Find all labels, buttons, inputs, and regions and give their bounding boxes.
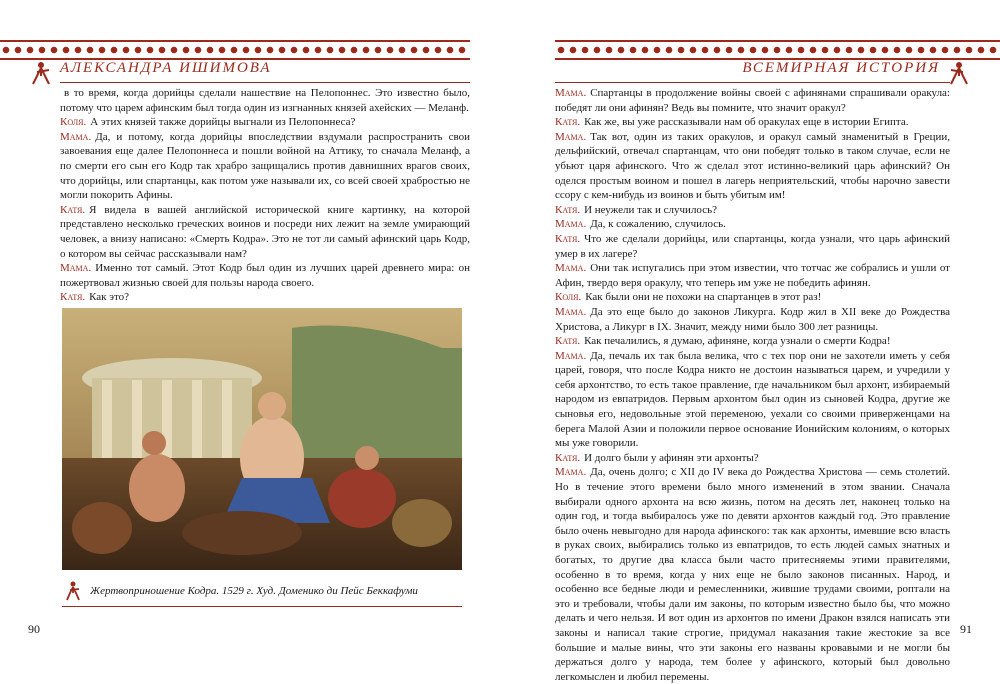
speaker-label: Мама.	[60, 130, 92, 143]
paragraph	[555, 203, 950, 218]
figure-caption: Жертвоприношение Кодра. 1529 г. Худ. Доменико ди Пейс Беккафуми	[90, 585, 418, 597]
paragraph	[555, 349, 950, 451]
header-rule	[60, 82, 470, 83]
speaker-label: Мама.	[555, 466, 587, 479]
header-rule	[555, 82, 950, 83]
paragraph-text: И неужели так и случилось?	[584, 203, 717, 216]
speaker-label: Мама.	[60, 262, 92, 275]
speaker-label: Мама.	[555, 262, 587, 275]
page-number: 90	[28, 622, 40, 636]
paragraph-text: Что же сделали дорийцы, или спартанцы, когда узнали, что царь афинский умер в их лагере?	[555, 232, 950, 260]
speaker-label: Мама.	[555, 349, 587, 362]
page-number: 91	[960, 622, 972, 636]
speaker-label: Коля.	[555, 291, 582, 304]
decorative-border	[555, 40, 1000, 60]
speaker-label: Катя.	[555, 335, 581, 348]
paragraph-text: А этих князей также дорийцы выгнали из Пелопоннеса?	[90, 116, 356, 129]
paragraph-text: Как это?	[89, 291, 130, 304]
paragraph	[60, 86, 470, 115]
speaker-label: Катя.	[555, 232, 581, 245]
paragraph-text: Да, печаль их так была велика, что с тех пор они не захотели иметь у себя царей, говоря, что после Кодра никто не достоин называться царем, и учредили у себя архонтство, то есть такое правление, где начальником был архонт, избираемый народом из евпатридов. Первым архонтом был один из сыновей Кодра, другие же сыновья его, недовольные этой переменою, уехали со своими приверженцами на берега Малой Азии и положили первое основание Ионийским колониям, о которых мы уже говорили.	[555, 349, 950, 450]
speaker-label: Мама.	[555, 305, 587, 318]
paragraph	[555, 115, 950, 130]
paragraph	[60, 261, 470, 290]
speaker-label: Катя.	[60, 203, 86, 216]
paragraph	[60, 203, 470, 261]
paragraph	[555, 232, 950, 261]
paragraph	[555, 130, 950, 203]
paragraph	[555, 451, 950, 466]
paragraph	[60, 130, 470, 203]
decorative-border	[0, 40, 470, 60]
right-page	[510, 0, 1000, 683]
paragraph	[555, 334, 950, 349]
figure-caption-row	[62, 576, 462, 607]
paragraph	[555, 465, 950, 684]
paragraph-text: Я видела в вашей английской исторической книге картинку, на которой представлено несколько греческих воинов и посреди них лежит на земле умирающий человек, а внизу написано: «Смерть Кодра». Это не тот ли самый афинский царь Кодр, о котором вы сейчас рассказывали нам?	[60, 203, 470, 260]
left-page	[0, 0, 490, 663]
paragraph-text: Именно тот самый. Этот Кодр был один из лучших царей древнего мира: он пожертвовал жизнью своей для пользы народа своего.	[60, 262, 470, 289]
greek-warrior-icon	[62, 580, 84, 602]
paragraph	[555, 217, 950, 232]
paragraph-text: Да это еще было до законов Ликурга. Кодр жил в XII веке до Рождества Христова, а Ликург в IX. Значит, между ними было 300 лет разницы.	[555, 305, 950, 333]
paragraph-text: Да, и потому, когда дорийцы впоследствии вздумали распространить свои завоевания еще далее Пелопоннеса и пошли войной на Аттику, то сначала Меланф, а по смерти его сын его Кодр так храбро защищались против давнишних врагов своих, что дорийцы, или спартанцы, как потом уже называли их, со всей своей храбростью не могли покорить Афины.	[60, 130, 470, 202]
painting-image	[62, 308, 462, 570]
running-head: АЛЕКСАНДРА ИШИМОВА	[60, 60, 272, 76]
paragraph-text: Да, к сожалению, случилось.	[590, 218, 726, 231]
paragraph	[555, 290, 950, 305]
speaker-label: Мама.	[555, 130, 587, 143]
paragraph-text: Как были они не похожи на спартанцев в этот раз!	[585, 291, 822, 304]
speaker-label: Мама.	[555, 87, 587, 99]
paragraph	[555, 86, 950, 115]
left-body-text	[60, 86, 470, 305]
speaker-label: Коля.	[60, 116, 87, 129]
speaker-label: Катя.	[60, 291, 86, 304]
paragraph-text: Как печалились, я думаю, афиняне, когда узнали о смерти Кодра!	[584, 335, 891, 348]
paragraph	[555, 305, 950, 334]
running-head: ВСЕМИРНАЯ ИСТОРИЯ	[742, 60, 940, 76]
paragraph-text: И долго были у афинян эти архонты?	[584, 451, 759, 464]
paragraph-text: Так вот, один из таких оракулов, и оракул самый знаменитый в Греции, дельфийский, отвечал спартанцам, что они победят только в таком случае, если не убьют царя афинского. Что ж сделал этот истинно-великий царь афинский? Он оделся простым воином и пошел в лагерь неприятельский, чтобы нарочно завести ссору с кем-нибудь из воинов и быть убитым им!	[555, 130, 950, 202]
speaker-label: Катя.	[555, 451, 581, 464]
paragraph-text: Да, очень долго; с XII до IV века до Рождества Христова — семь столетий. Но в течение этого времени было много изменений в этом звании. Сначала выбирали одного архонта на всю жизнь, потом на десять лет, наконец только на один год, и тогда выбиралось уже по девяти архонтов каждый год. Это правление было очень невыгодно для народа афинского: так как архонты, имевшие всю власть в руках своих, выбирались только из евпатридов, то есть людей самых знатных и богатых, то другие два класса были часто притесняемы этими правителями, особенно в то время, когда у них еще не было законов писанных. Народ, и особенно все бедные люди и ремесленники, жившие трудами своими, роптали на это и требовали, чтобы дали им законы, по которым известно было бы, что можно делать и чего нельзя. И вот один из архонтов по имени Дракон взялся написать эти законы и написал такие строгие, придумал наказания такие жестокие за все большие и малые вины, что эти законы его названы кровавыми и не могли бы держаться долго у народа, тем более у афинского, который был довольно легкомыслен и любил перемены.	[555, 466, 950, 683]
paragraph	[555, 261, 950, 290]
paragraph-text: Как же, вы уже рассказывали нам об оракулах еще в истории Египта.	[584, 116, 909, 129]
paragraph-text: в то время, когда дорийцы сделали нашествие на Пелопоннес. Это известно было, потому что царем афинским был тогда один из изгнанных князей ахейских — Меланф.	[60, 87, 470, 114]
paragraph	[60, 290, 470, 305]
right-body-text	[555, 86, 950, 684]
paragraph	[60, 115, 470, 130]
speaker-label: Катя.	[555, 203, 581, 216]
speaker-label: Катя.	[555, 116, 581, 129]
greek-warrior-icon	[28, 60, 54, 86]
paragraph-text: Они так испугались при этом известии, что тотчас же собрались и ушли от Афин, твердо веря оракулу, что теперь им уже не победить афинян.	[555, 262, 950, 289]
paragraph-text: Спартанцы в продолжение войны своей с афинянами спрашивали оракула: победят ли они афинян? Ведь вы помните, что значит оракул?	[555, 87, 950, 114]
speaker-label: Мама.	[555, 218, 587, 231]
